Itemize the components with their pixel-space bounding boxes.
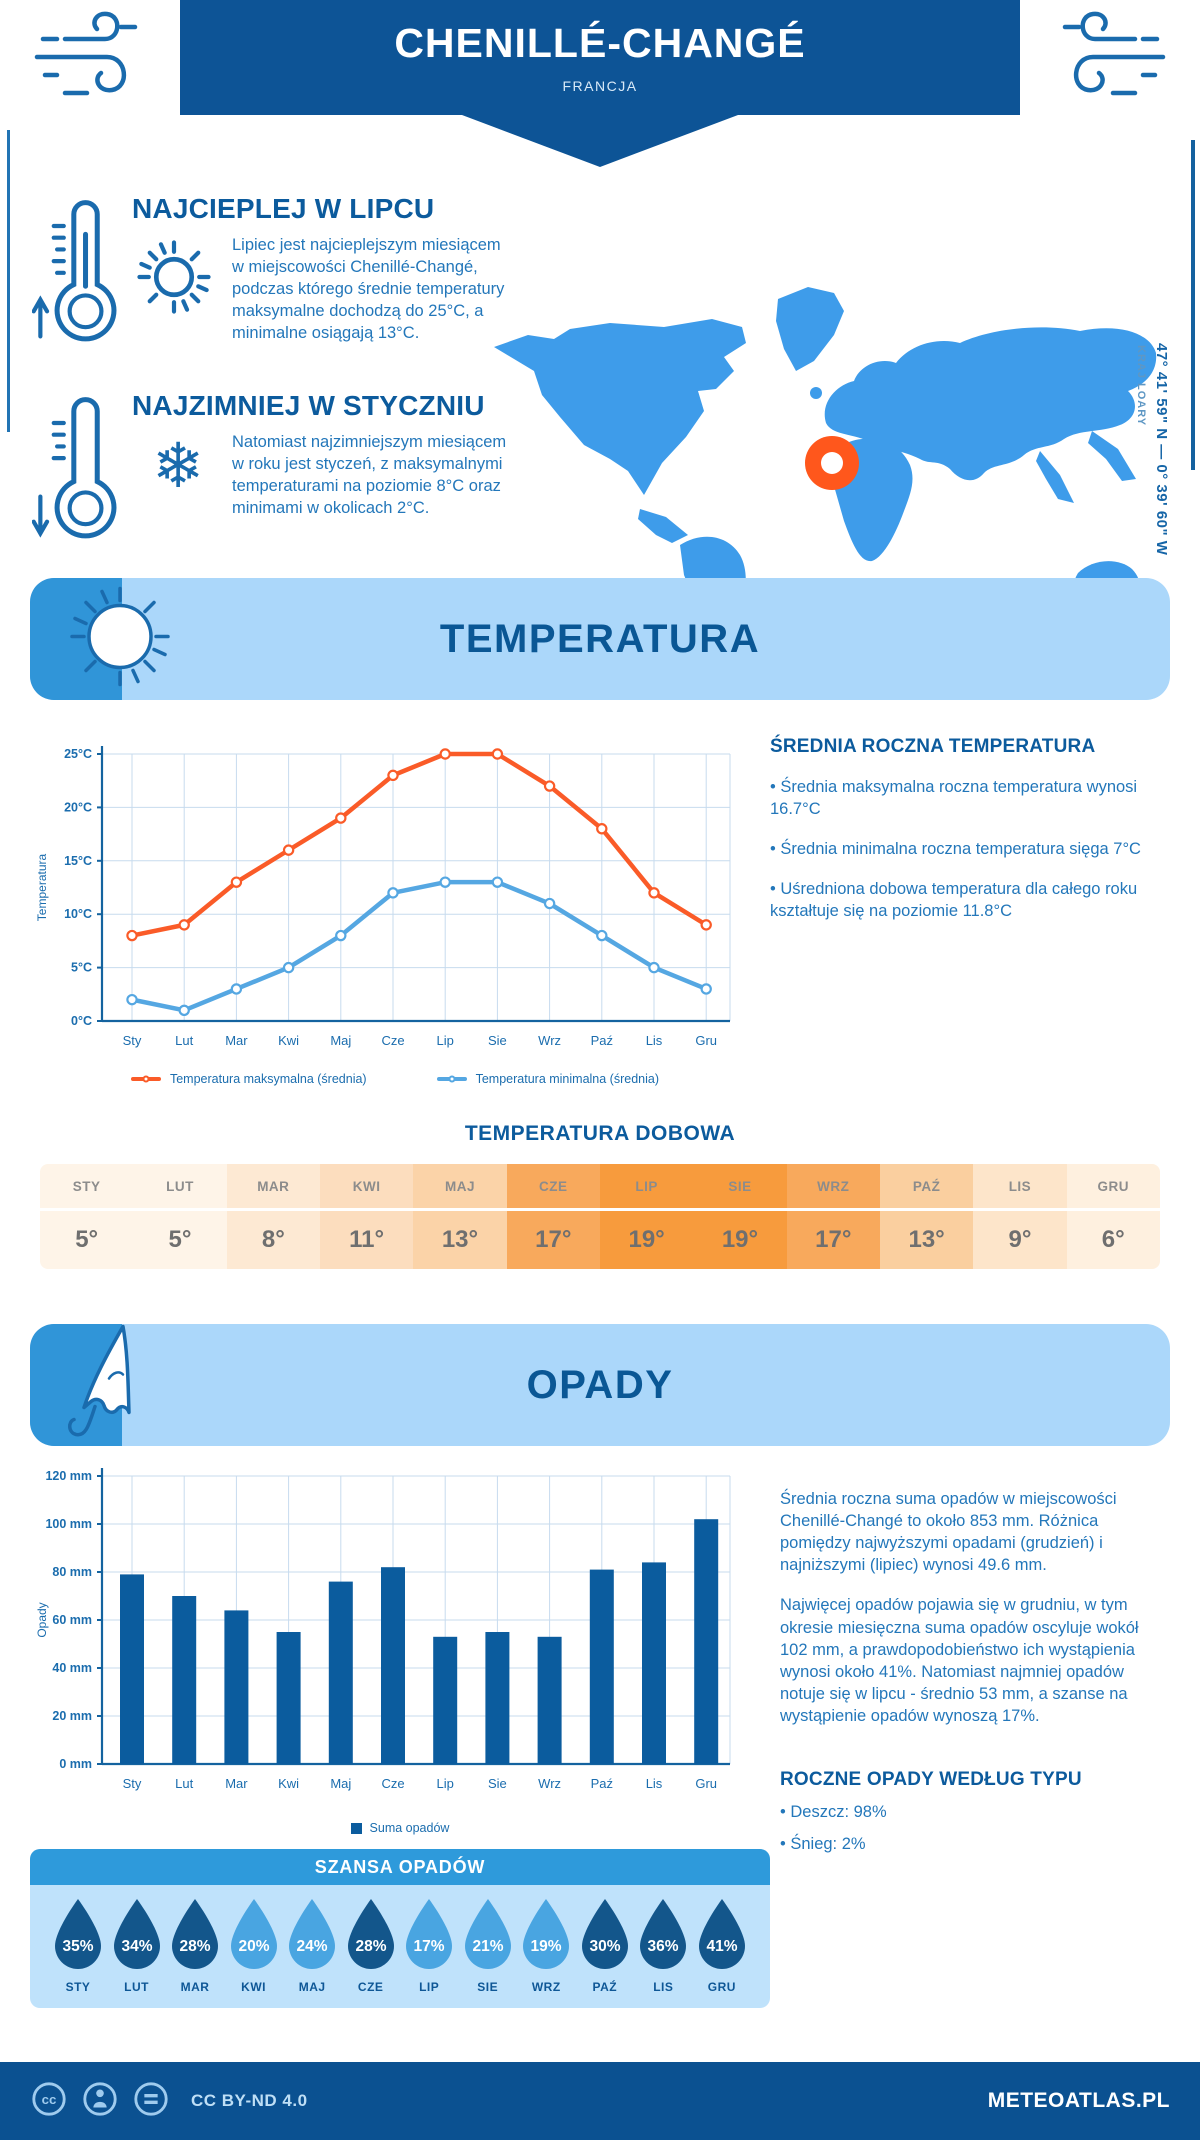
temp-table-month: MAR bbox=[227, 1164, 320, 1208]
temp-table-value: 11° bbox=[320, 1211, 413, 1269]
temp-table-column bbox=[693, 1164, 786, 1269]
coldest-block bbox=[32, 390, 507, 553]
svg-text:Opady: Opady bbox=[35, 1602, 49, 1638]
wind-icon bbox=[1049, 5, 1171, 110]
droplet-month-label: STY bbox=[65, 1980, 91, 1994]
droplet-month-label: MAR bbox=[180, 1980, 210, 1994]
temp-table-column bbox=[133, 1164, 226, 1269]
svg-text:100 mm: 100 mm bbox=[45, 1517, 92, 1531]
person-icon bbox=[81, 2080, 119, 2123]
svg-text:Gru: Gru bbox=[695, 1033, 718, 1048]
svg-text:19%: 19% bbox=[530, 1938, 562, 1955]
droplet-icon bbox=[343, 1897, 399, 1971]
rain-drop-item bbox=[518, 1897, 574, 1994]
svg-text:21%: 21% bbox=[472, 1938, 504, 1955]
coordinates-label: 47° 41' 59" N — 0° 39' 60" W bbox=[1153, 343, 1170, 556]
rain-drop-item bbox=[694, 1897, 750, 1994]
temp-table-column bbox=[1067, 1164, 1160, 1269]
svg-text:28%: 28% bbox=[179, 1938, 211, 1955]
temp-table-column bbox=[600, 1164, 693, 1269]
rain-drop-item bbox=[284, 1897, 340, 1994]
svg-text:Kwi: Kwi bbox=[278, 1776, 300, 1791]
annual-temp-bullet: • Średnia minimalna roczna temperatura sięga 7°C bbox=[770, 840, 1141, 859]
temp-table-month: LIS bbox=[973, 1164, 1066, 1208]
svg-text:20 mm: 20 mm bbox=[52, 1709, 92, 1723]
svg-text:Mar: Mar bbox=[225, 1776, 248, 1791]
svg-text:28%: 28% bbox=[355, 1938, 387, 1955]
droplet-icon bbox=[518, 1897, 574, 1971]
svg-text:Lip: Lip bbox=[436, 1776, 454, 1791]
rain-drop-item bbox=[460, 1897, 516, 1994]
page-subtitle: FRANCJA bbox=[562, 78, 638, 94]
temp-table-value: 13° bbox=[413, 1211, 506, 1269]
coldest-title: NAJZIMNIEJ W STYCZNIU bbox=[132, 390, 485, 421]
precipitation-bar-chart bbox=[30, 1462, 770, 1815]
droplet-month-label: LIP bbox=[419, 1980, 440, 1994]
precip-type-bullet: • Śnieg: 2% bbox=[780, 1835, 866, 1854]
precipitation-paragraph: Najwięcej opadów pojawia się w grudniu, w tym okresie miesięczna suma opadów oscyluje wokół 102 mm, a prawdopodobieństwo ich wystąpienia wynosi około 41%. Natomiast najmniej opadów notuje się w lipcu - średnio 53 mm, a szanse na wystąpienie opadów wynoszą 17%. bbox=[780, 1596, 1139, 1725]
daily-temp-title: TEMPERATURA DOBOWA bbox=[464, 1122, 736, 1145]
annual-temp-title: ŚREDNIA ROCZNA TEMPERATURA bbox=[770, 736, 1096, 757]
svg-text:Gru: Gru bbox=[695, 1776, 718, 1791]
svg-text:24%: 24% bbox=[296, 1938, 328, 1955]
left-rule bbox=[7, 130, 10, 432]
precip-type-bullet: • Deszcz: 98% bbox=[780, 1803, 887, 1822]
thermometer-up-icon bbox=[32, 193, 128, 356]
droplet-month-label: PAŹ bbox=[592, 1980, 618, 1994]
precipitation-chance-box bbox=[30, 1849, 770, 2008]
svg-text:25°C: 25°C bbox=[64, 747, 92, 761]
svg-text:10°C: 10°C bbox=[64, 907, 92, 922]
precipitation-banner bbox=[30, 1324, 1170, 1446]
temp-table-month: LUT bbox=[133, 1164, 226, 1208]
warmest-block bbox=[32, 193, 505, 356]
footer-bar bbox=[0, 2062, 1200, 2140]
svg-text:36%: 36% bbox=[647, 1938, 679, 1955]
rain-drop-item bbox=[343, 1897, 399, 1994]
legend-label: Suma opadów bbox=[369, 1821, 450, 1835]
bar-chart-legend bbox=[30, 1821, 770, 1835]
svg-text:Maj: Maj bbox=[330, 1033, 352, 1048]
svg-text:Sie: Sie bbox=[488, 1776, 507, 1791]
snowflake-icon: ❄ bbox=[152, 432, 204, 501]
temperature-line-chart bbox=[30, 716, 760, 1066]
line-chart-legend bbox=[30, 1072, 760, 1086]
annual-temp-bullet: • Uśredniona dobowa temperatura dla całego roku kształtuje się na poziomie 11.8°C bbox=[770, 880, 1138, 921]
temp-table-value: 5° bbox=[133, 1211, 226, 1269]
droplet-icon bbox=[226, 1897, 282, 1971]
temp-table-month: STY bbox=[40, 1164, 133, 1208]
temp-table-column bbox=[973, 1164, 1066, 1269]
temp-table-value: 19° bbox=[693, 1211, 786, 1269]
temp-table-value: 9° bbox=[973, 1211, 1066, 1269]
annual-temp-bullet: • Średnia maksymalna roczna temperatura wynosi 16.7°C bbox=[770, 778, 1138, 819]
temperature-chart-row bbox=[30, 716, 1170, 1086]
temp-table-value: 8° bbox=[227, 1211, 320, 1269]
svg-text:Temperatura: Temperatura bbox=[35, 853, 49, 922]
legend-label: Temperatura minimalna (średnia) bbox=[475, 1072, 659, 1086]
license-text: CC BY-ND 4.0 bbox=[191, 2091, 308, 2110]
chance-droplets bbox=[30, 1885, 770, 2008]
temp-table-value: 19° bbox=[600, 1211, 693, 1269]
temp-table-value: 17° bbox=[507, 1211, 600, 1269]
svg-text:0 mm: 0 mm bbox=[59, 1757, 92, 1771]
svg-text:35%: 35% bbox=[62, 1938, 94, 1955]
svg-text:34%: 34% bbox=[121, 1938, 153, 1955]
rain-drop-item bbox=[226, 1897, 282, 1994]
umbrella-banner-icon bbox=[60, 1321, 170, 1450]
header-corner-right bbox=[1020, 0, 1200, 115]
svg-text:20°C: 20°C bbox=[64, 800, 92, 815]
temp-table-column bbox=[320, 1164, 413, 1269]
svg-text:cc: cc bbox=[41, 2091, 57, 2107]
svg-text:80 mm: 80 mm bbox=[52, 1565, 92, 1579]
intro-section bbox=[0, 115, 1200, 578]
temperature-section-title: TEMPERATURA bbox=[439, 616, 761, 661]
sun-icon bbox=[132, 235, 224, 324]
svg-text:120 mm: 120 mm bbox=[45, 1469, 92, 1483]
svg-text:41%: 41% bbox=[706, 1938, 738, 1955]
svg-text:Lut: Lut bbox=[175, 1033, 194, 1048]
temp-table-column bbox=[413, 1164, 506, 1269]
svg-text:30%: 30% bbox=[589, 1938, 621, 1955]
temp-table-month: LIP bbox=[600, 1164, 693, 1208]
location-marker bbox=[805, 436, 859, 490]
svg-text:Wrz: Wrz bbox=[538, 1776, 562, 1791]
droplet-month-label: LUT bbox=[124, 1980, 149, 1994]
svg-text:40 mm: 40 mm bbox=[52, 1661, 92, 1675]
precipitation-row bbox=[30, 1462, 1170, 2008]
svg-text:Sty: Sty bbox=[122, 1776, 142, 1791]
svg-text:Sie: Sie bbox=[488, 1033, 507, 1048]
svg-text:Paź: Paź bbox=[590, 1033, 614, 1048]
legend-line-marker bbox=[131, 1077, 161, 1081]
warmest-title: NAJCIEPLEJ W LIPCU bbox=[132, 193, 435, 224]
header-titles bbox=[180, 0, 1020, 115]
svg-text:Lis: Lis bbox=[645, 1776, 663, 1791]
temp-table-month: GRU bbox=[1067, 1164, 1160, 1208]
daily-temp-table bbox=[40, 1164, 1160, 1269]
header-banner bbox=[0, 0, 1200, 115]
header-corner-left bbox=[0, 0, 180, 115]
droplet-icon bbox=[167, 1897, 223, 1971]
legend-item bbox=[351, 1821, 450, 1835]
droplet-icon bbox=[694, 1897, 750, 1971]
rain-drop-item bbox=[167, 1897, 223, 1994]
legend-line-marker bbox=[437, 1077, 467, 1081]
rain-drop-item bbox=[50, 1897, 106, 1994]
legend-item bbox=[131, 1072, 367, 1086]
droplet-icon bbox=[577, 1897, 633, 1971]
rain-drop-item bbox=[109, 1897, 165, 1994]
legend-square-marker bbox=[351, 1823, 362, 1834]
droplet-icon bbox=[635, 1897, 691, 1971]
site-name: METEOATLAS.PL bbox=[987, 2089, 1170, 2112]
svg-text:Paź: Paź bbox=[590, 1776, 614, 1791]
svg-text:60 mm: 60 mm bbox=[52, 1613, 92, 1627]
svg-text:Mar: Mar bbox=[225, 1033, 248, 1048]
equals-icon bbox=[132, 2080, 170, 2123]
temp-table-month: MAJ bbox=[413, 1164, 506, 1208]
temp-table-column bbox=[880, 1164, 973, 1269]
temp-table-column bbox=[787, 1164, 880, 1269]
temp-table-month: SIE bbox=[693, 1164, 786, 1208]
svg-text:Lut: Lut bbox=[175, 1776, 194, 1791]
svg-text:Cze: Cze bbox=[381, 1776, 405, 1791]
temp-table-value: 13° bbox=[880, 1211, 973, 1269]
annual-temperature-summary bbox=[770, 716, 1165, 1086]
temp-table-value: 6° bbox=[1067, 1211, 1160, 1269]
temp-table-month: KWI bbox=[320, 1164, 413, 1208]
svg-text:15°C: 15°C bbox=[64, 853, 92, 868]
chance-title: SZANSA OPADÓW bbox=[30, 1849, 770, 1885]
droplet-month-label: KWI bbox=[241, 1980, 266, 1994]
svg-text:17%: 17% bbox=[413, 1938, 445, 1955]
rain-drop-item bbox=[401, 1897, 457, 1994]
svg-text:Maj: Maj bbox=[330, 1776, 352, 1791]
droplet-icon bbox=[460, 1897, 516, 1971]
droplet-month-label: CZE bbox=[357, 1980, 384, 1994]
sun-banner-icon bbox=[60, 577, 180, 702]
svg-text:Kwi: Kwi bbox=[278, 1033, 300, 1048]
temp-table-month: WRZ bbox=[787, 1164, 880, 1208]
page-title: CHENILLÉ-CHANGÉ bbox=[394, 20, 806, 66]
temp-table-column bbox=[40, 1164, 133, 1269]
wind-icon bbox=[29, 5, 151, 110]
right-rule bbox=[1191, 140, 1195, 470]
svg-text:Sty: Sty bbox=[122, 1033, 142, 1048]
droplet-icon bbox=[109, 1897, 165, 1971]
droplet-month-label: GRU bbox=[707, 1980, 736, 1994]
warmest-text: Lipiec jest najcieplejszym miesiącem w miejscowości Chenillé-Changé, podczas którego średnie temperatury maksymalne dochodzą do 25°C, a minimalne osiągają 13°C. bbox=[232, 236, 505, 342]
thermometer-down-icon bbox=[32, 390, 128, 553]
precipitation-summary bbox=[780, 1462, 1170, 2008]
rain-drop-item bbox=[577, 1897, 633, 1994]
temp-table-month: CZE bbox=[507, 1164, 600, 1208]
coldest-text: Natomiast najzimniejszym miesiącem w roku jest styczeń, z maksymalnymi temperaturami na poziomie 8°C oraz minimami w okolicach 2°C. bbox=[232, 433, 507, 517]
svg-text:Wrz: Wrz bbox=[538, 1033, 562, 1048]
droplet-icon bbox=[401, 1897, 457, 1971]
temp-table-column bbox=[227, 1164, 320, 1269]
temp-table-value: 17° bbox=[787, 1211, 880, 1269]
temp-table-column bbox=[507, 1164, 600, 1269]
precipitation-section-title: OPADY bbox=[526, 1362, 674, 1407]
svg-text:Lis: Lis bbox=[645, 1033, 663, 1048]
legend-item bbox=[437, 1072, 659, 1086]
region-label: KRAJ LOARY bbox=[1135, 345, 1147, 427]
droplet-month-label: MAJ bbox=[298, 1980, 326, 1994]
rain-drop-item bbox=[635, 1897, 691, 1994]
svg-text:Cze: Cze bbox=[381, 1033, 405, 1048]
svg-text:Lip: Lip bbox=[436, 1033, 454, 1048]
svg-text:5°C: 5°C bbox=[71, 960, 92, 975]
droplet-month-label: LIS bbox=[653, 1980, 674, 1994]
temp-table-value: 5° bbox=[40, 1211, 133, 1269]
svg-text:20%: 20% bbox=[238, 1938, 270, 1955]
droplet-month-label: SIE bbox=[477, 1980, 499, 1994]
droplet-icon bbox=[284, 1897, 340, 1971]
intro-text-column bbox=[32, 193, 507, 553]
droplet-icon bbox=[50, 1897, 106, 1971]
legend-label: Temperatura maksymalna (średnia) bbox=[169, 1072, 367, 1086]
droplet-month-label: WRZ bbox=[531, 1980, 561, 1994]
cc-icon bbox=[30, 2080, 68, 2123]
temperature-banner bbox=[30, 578, 1170, 700]
license-group bbox=[30, 2080, 308, 2123]
svg-text:0°C: 0°C bbox=[71, 1014, 92, 1028]
precipitation-paragraph: Średnia roczna suma opadów w miejscowości Chenillé-Changé to około 853 mm. Różnica pomiędzy najwyższymi opadami (grudzień) i najniższymi (lipiec) wynosi 49.6 mm. bbox=[780, 1490, 1117, 1575]
precip-by-type-title: ROCZNE OPADY WEDŁUG TYPU bbox=[780, 1769, 1082, 1791]
temp-table-month: PAŹ bbox=[880, 1164, 973, 1208]
